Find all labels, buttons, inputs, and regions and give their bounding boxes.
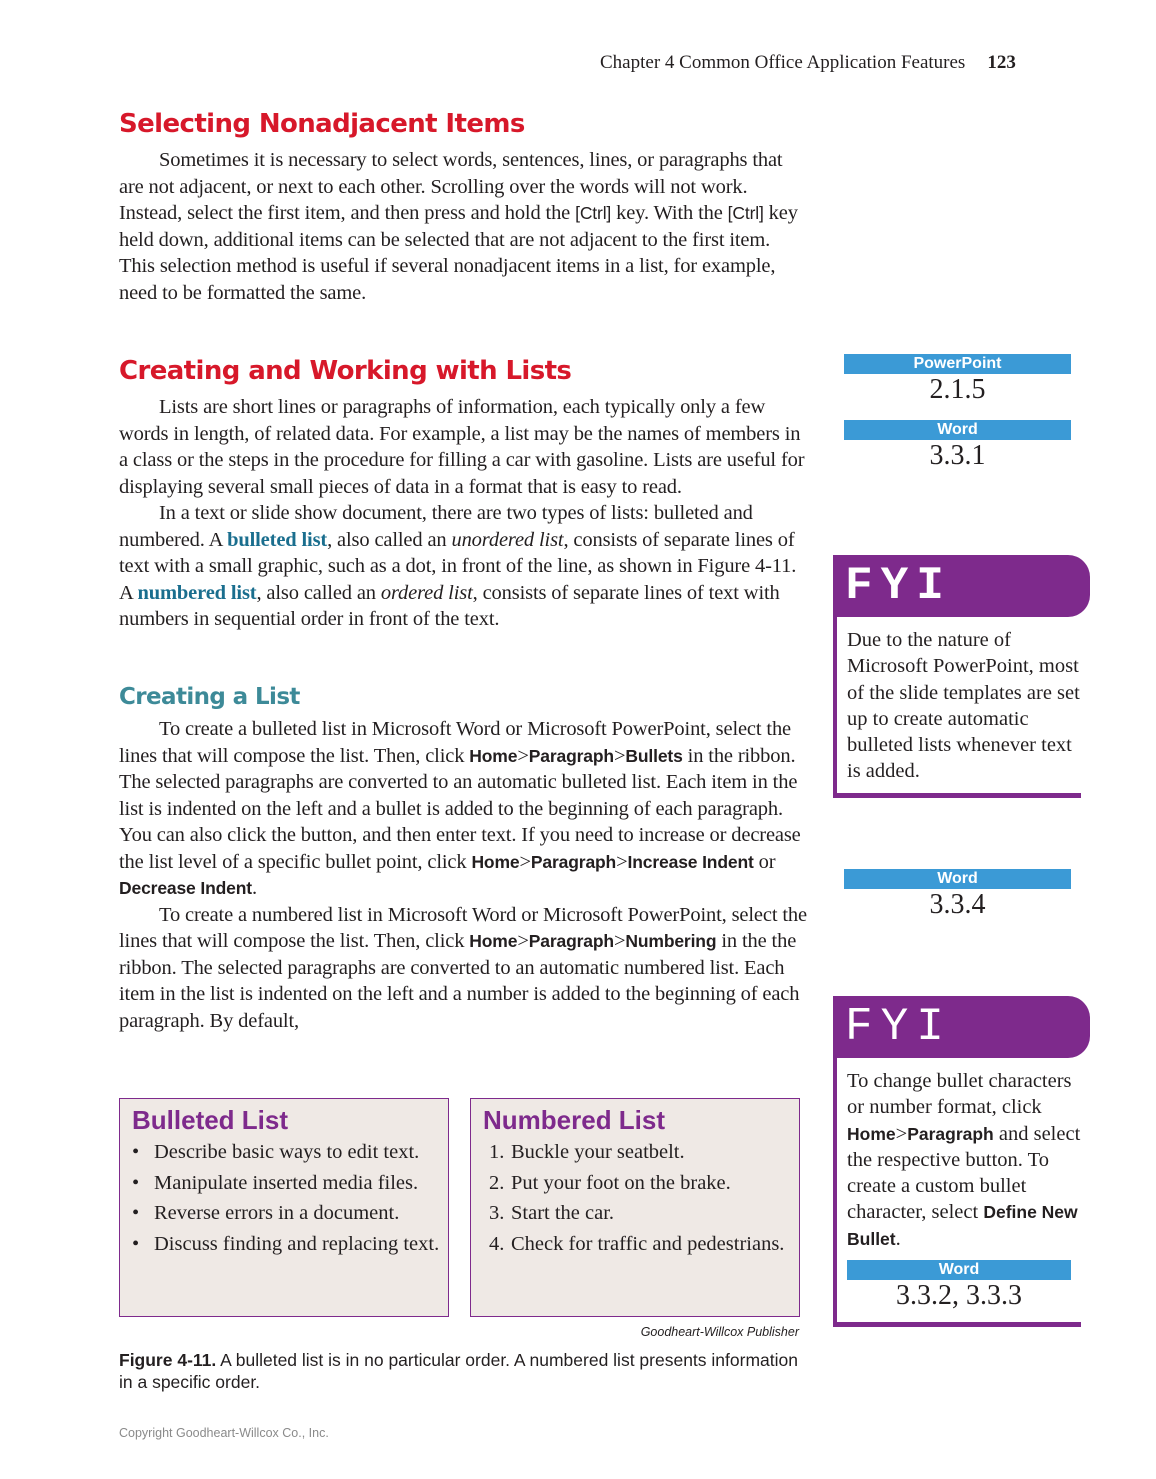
body-paragraph: To create a bulleted list in Microsoft Word or Microsoft PowerPoint, select the lines that will compose the list. Then, click Home>Paragraph>Bullets in the ribbon. The selected paragraphs are converted to an automatic bulleted list. Each item in the list is indented on the left and a bullet is added to the beginning of each paragraph. You can also click the button, and then enter text. If you need to increase or decrease the list level of a specific bullet point, click Home>Paragraph>Increase Indent or Decrease Indent. bbox=[119, 718, 801, 899]
fyi-label: FYI bbox=[833, 555, 1090, 617]
fyi-text: To change bullet characters or number format, click Home>Paragraph and select the respective button. To create a custom bullet character, select Define New Bullet. bbox=[847, 1070, 1081, 1250]
section-creating-lists bbox=[119, 355, 809, 633]
bullet-icon: • bbox=[132, 1141, 140, 1163]
key-ctrl: [Ctrl] bbox=[727, 203, 764, 223]
copyright-notice: Copyright Goodheart-Willcox Co., Inc. bbox=[119, 1426, 329, 1440]
bullet-icon: • bbox=[132, 1202, 140, 1224]
figure-bulleted-title: Bulleted List bbox=[132, 1105, 289, 1135]
objective-badge bbox=[847, 1260, 1071, 1312]
section-selecting-nonadjacent bbox=[119, 108, 809, 306]
objective-badge bbox=[844, 354, 1071, 406]
list-item: 4. Check for traffic and pedestrians. bbox=[489, 1232, 785, 1255]
numbered-list bbox=[471, 1139, 799, 1257]
objective-app-label: PowerPoint bbox=[844, 354, 1071, 374]
objective-app-label: Word bbox=[847, 1260, 1071, 1280]
figure-label: Figure 4-11. bbox=[119, 1350, 217, 1370]
body-paragraph: To create a numbered list in Microsoft Word or Microsoft PowerPoint, select the lines that will compose the list. Then, click Home>Paragraph>Numbering in the the ribbon. The selected paragraphs are converted to an automatic numbered list. Each item in the list is indented on the left and a number is added to the beginning of each paragraph. By default, bbox=[119, 903, 807, 1032]
bullet-icon: • bbox=[132, 1171, 140, 1194]
running-header bbox=[600, 52, 1016, 74]
bulleted-list bbox=[120, 1139, 448, 1257]
body-paragraph: In a text or slide show document, there are two types of lists: bulleted and numbered. A bulleted list, also called an unordered list, consists of separate lines of text with a small graphic, such as a dot, in front of the line, as shown in Figure 4-11. A numbered list, also called an ordered list, consists of separate lines of text with numbers in sequential order in front of the text. bbox=[119, 502, 797, 630]
fyi-label: FYI bbox=[833, 996, 1090, 1058]
chapter-title: Chapter 4 Common Office Application Features bbox=[600, 52, 966, 73]
list-item: 2. Put your foot on the brake. bbox=[489, 1171, 731, 1194]
list-item: • Manipulate inserted media files. bbox=[132, 1170, 448, 1197]
figure-credit: Goodheart-Willcox Publisher bbox=[640, 1325, 799, 1339]
list-item: • Discuss finding and replacing text. bbox=[132, 1231, 448, 1258]
figure-bulleted-list-box bbox=[119, 1098, 449, 1317]
list-item: • Reverse errors in a document. bbox=[132, 1200, 448, 1227]
list-item: 3. Start the car. bbox=[489, 1202, 615, 1224]
objective-code: 3.3.2, 3.3.3 bbox=[896, 1280, 1022, 1312]
objective-code: 3.3.1 bbox=[929, 440, 986, 471]
objective-code: 3.3.4 bbox=[929, 889, 986, 920]
list-item: 1. Buckle your seatbelt. bbox=[489, 1141, 685, 1163]
list-item: • Describe basic ways to edit text. bbox=[132, 1139, 448, 1166]
figure-caption: Figure 4-11. A bulleted list is in no particular order. A numbered list presents information in a specific order. bbox=[119, 1350, 798, 1392]
objective-badge bbox=[844, 869, 1071, 921]
figure-numbered-list-box bbox=[470, 1098, 800, 1317]
body-paragraph: Lists are short lines or paragraphs of information, each typically only a few words in length, of related data. For example, a list may be the names of members in a class or the steps in the procedure for filling a car with gasoline. Lists are useful for displaying several small pieces of data in a format that is easy to read. bbox=[119, 396, 805, 498]
fyi-content bbox=[833, 1058, 1081, 1327]
key-term-bulleted-list: bulleted list bbox=[227, 528, 328, 551]
subsection-creating-a-list bbox=[119, 682, 809, 1034]
section-heading: Creating and Working with Lists bbox=[119, 356, 572, 386]
objective-app-label: Word bbox=[844, 869, 1071, 889]
objective-app-label: Word bbox=[844, 420, 1071, 440]
fyi-box bbox=[833, 996, 1090, 1327]
subsection-heading: Creating a List bbox=[119, 684, 300, 710]
objective-code: 2.1.5 bbox=[929, 374, 986, 405]
page-number: 123 bbox=[987, 52, 1016, 73]
body-paragraph: Sometimes it is necessary to select words, sentences, lines, or paragraphs that are not adjacent, or next to each other. Scrolling over the words will not work. Instead, select the first item, and then press and hold the [Ctrl] key. With the [Ctrl] key held down, additional items can be selected that are not adjacent to the first item. This selection method is useful if several nonadjacent items in a list, for example, need to be formatted the same. bbox=[119, 149, 798, 304]
figure-numbered-title: Numbered List bbox=[483, 1105, 666, 1135]
fyi-text: Due to the nature of Microsoft PowerPoint, most of the slide templates are set up to create automatic bulleted lists whenever text is added. bbox=[833, 617, 1081, 798]
key-term-numbered-list: numbered list bbox=[137, 581, 257, 604]
fyi-box bbox=[833, 555, 1090, 798]
objective-badge bbox=[844, 420, 1071, 472]
bullet-icon: • bbox=[132, 1232, 140, 1255]
key-ctrl: [Ctrl] bbox=[575, 203, 612, 223]
section-heading: Selecting Nonadjacent Items bbox=[119, 109, 525, 139]
